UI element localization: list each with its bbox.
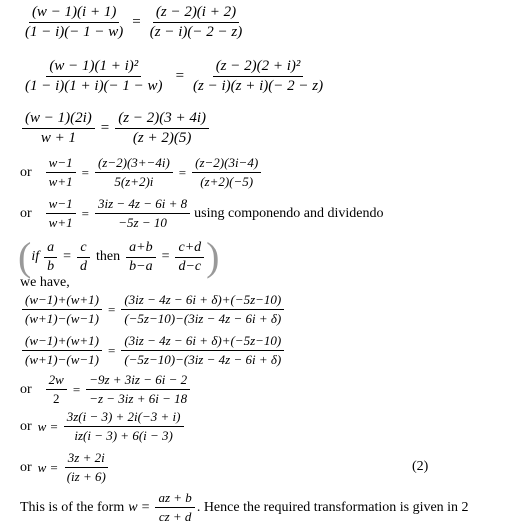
or-label: or	[20, 418, 32, 434]
denominator: iz(i − 3) + 6(i − 3)	[74, 428, 173, 443]
if-word: if	[31, 249, 40, 264]
numerator: −9z + 3iz − 6i − 2	[86, 372, 190, 390]
variable-w: w	[37, 418, 47, 434]
equals-sign: =	[132, 14, 141, 30]
fraction	[121, 292, 284, 327]
numerator: (z − 2)(3 + 4i)	[115, 110, 209, 129]
denominator: (iz + 6)	[66, 469, 106, 484]
numerator: (3iz − 4z − 6i + δ)+(−5z−10)	[121, 333, 284, 351]
fraction	[175, 240, 204, 275]
equals-sign: =	[100, 120, 110, 136]
fraction	[77, 240, 90, 275]
denominator: d	[80, 258, 88, 274]
numerator: w−1	[46, 155, 76, 173]
equation-line-5	[20, 196, 384, 231]
fraction	[64, 409, 184, 444]
variable-w: w	[128, 499, 138, 515]
denominator: w+1	[48, 174, 73, 189]
fraction	[126, 240, 155, 275]
then-word: then	[96, 249, 121, 264]
denominator: (w+1)−(w−1)	[25, 352, 99, 367]
numerator: (w−1)+(w+1)	[22, 292, 102, 310]
fraction	[155, 490, 194, 525]
numerator: 3z + 2i	[65, 450, 108, 468]
componendo-note: using componendo and dividendo	[194, 205, 384, 221]
numerator: (z−2)(3i−4)	[192, 155, 261, 173]
fraction	[95, 155, 173, 190]
fraction	[86, 372, 190, 407]
componendo-rule	[18, 234, 220, 279]
fraction	[22, 4, 126, 41]
fraction	[22, 292, 102, 327]
or-label: or	[20, 459, 32, 475]
we-have-text	[20, 275, 70, 291]
left-paren: (	[18, 234, 32, 279]
we-have-label: we have,	[20, 275, 70, 290]
equals-sign: =	[81, 205, 89, 221]
equals-sign: =	[50, 418, 58, 434]
denominator: (−5z−10)−(3iz − 4z − 6i + δ)	[124, 311, 282, 326]
equation-number: (2)	[412, 459, 429, 474]
numerator: w−1	[46, 196, 76, 214]
right-paren: )	[206, 234, 220, 279]
fraction	[95, 196, 190, 231]
numerator: a+b	[126, 240, 155, 258]
numerator: az + b	[155, 490, 194, 508]
equals-sign: =	[107, 301, 116, 317]
equals-sign: =	[161, 249, 170, 264]
equals-sign: =	[81, 164, 89, 180]
numerator: c	[77, 240, 89, 258]
equals-sign: =	[175, 68, 185, 84]
fraction	[46, 196, 76, 231]
equation-line-8	[20, 333, 286, 368]
conclusion-suffix: . Hence the required transformation is given in 2	[196, 499, 469, 515]
conclusion-line	[20, 490, 469, 525]
denominator: −z − 3iz + 6i − 18	[89, 391, 188, 406]
conclusion-prefix: This is of the form	[20, 499, 125, 515]
denominator: (w+1)−(w−1)	[25, 311, 99, 326]
numerator: c+d	[175, 240, 204, 258]
equals-sign: =	[107, 342, 116, 358]
equals-sign: =	[63, 249, 72, 264]
denominator: (z − i)(− 2 − z)	[149, 24, 243, 40]
fraction	[64, 450, 109, 485]
equation-line-4	[20, 155, 263, 190]
fraction	[46, 155, 76, 190]
equation-line-1	[20, 4, 247, 41]
numerator: (w − 1)(2i)	[22, 110, 95, 129]
denominator: (z − i)(z + i)(− 2 − z)	[193, 78, 324, 94]
fraction	[46, 372, 67, 407]
fraction	[115, 110, 209, 147]
numerator: (w − 1)(i + 1)	[29, 4, 119, 23]
or-label: or	[20, 205, 32, 221]
numerator: (z−2)(3+−4i)	[95, 155, 173, 173]
numerator: (w − 1)(1 + i)²	[46, 58, 141, 77]
denominator: (z + 2)(5)	[132, 130, 192, 146]
denominator: b	[47, 258, 55, 274]
numerator: (3iz − 4z − 6i + δ)+(−5z−10)	[121, 292, 284, 310]
fraction	[121, 333, 284, 368]
denominator: cz + d	[158, 509, 192, 524]
equation-line-9	[20, 372, 192, 407]
denominator: (1 − i)(1 + i)(− 1 − w)	[25, 78, 163, 94]
denominator: 5(z+2)i	[114, 174, 154, 189]
denominator: w + 1	[40, 130, 76, 146]
or-label: or	[20, 164, 32, 180]
denominator: (z+2)(−5)	[200, 174, 254, 189]
fraction	[22, 58, 166, 95]
numerator: (z − 2)(i + 2)	[153, 4, 239, 23]
denominator: b−a	[129, 258, 153, 274]
fraction	[22, 333, 102, 368]
numerator: (z − 2)(2 + i)²	[213, 58, 304, 77]
denominator: w+1	[48, 215, 73, 230]
denominator: d−c	[178, 258, 202, 274]
equals-sign: =	[50, 459, 58, 475]
equation-line-11	[20, 450, 111, 485]
fraction	[44, 240, 57, 275]
denominator: (1 − i)(− 1 − w)	[25, 24, 124, 40]
numerator: 3iz − 4z − 6i + 8	[95, 196, 190, 214]
numerator: 2w	[46, 372, 67, 390]
or-label: or	[20, 381, 32, 397]
numerator: a	[44, 240, 57, 258]
denominator: −5z − 10	[118, 215, 167, 230]
equation-line-7	[20, 292, 286, 327]
variable-w: w	[37, 459, 47, 475]
fraction	[22, 110, 95, 147]
denominator: 2	[53, 391, 60, 406]
numerator: (w−1)+(w+1)	[22, 333, 102, 351]
fraction	[192, 155, 261, 190]
equals-sign: =	[178, 164, 187, 180]
numerator: 3z(i − 3) + 2i(−3 + i)	[64, 409, 184, 427]
equals-sign: =	[141, 499, 150, 515]
equation-line-10	[20, 409, 186, 444]
fraction	[147, 4, 245, 41]
equation-line-2	[20, 58, 328, 95]
equation-line-3	[20, 110, 211, 147]
denominator: (−5z−10)−(3iz − 4z − 6i + δ)	[124, 352, 282, 367]
equals-sign: =	[72, 381, 81, 397]
fraction	[190, 58, 326, 95]
